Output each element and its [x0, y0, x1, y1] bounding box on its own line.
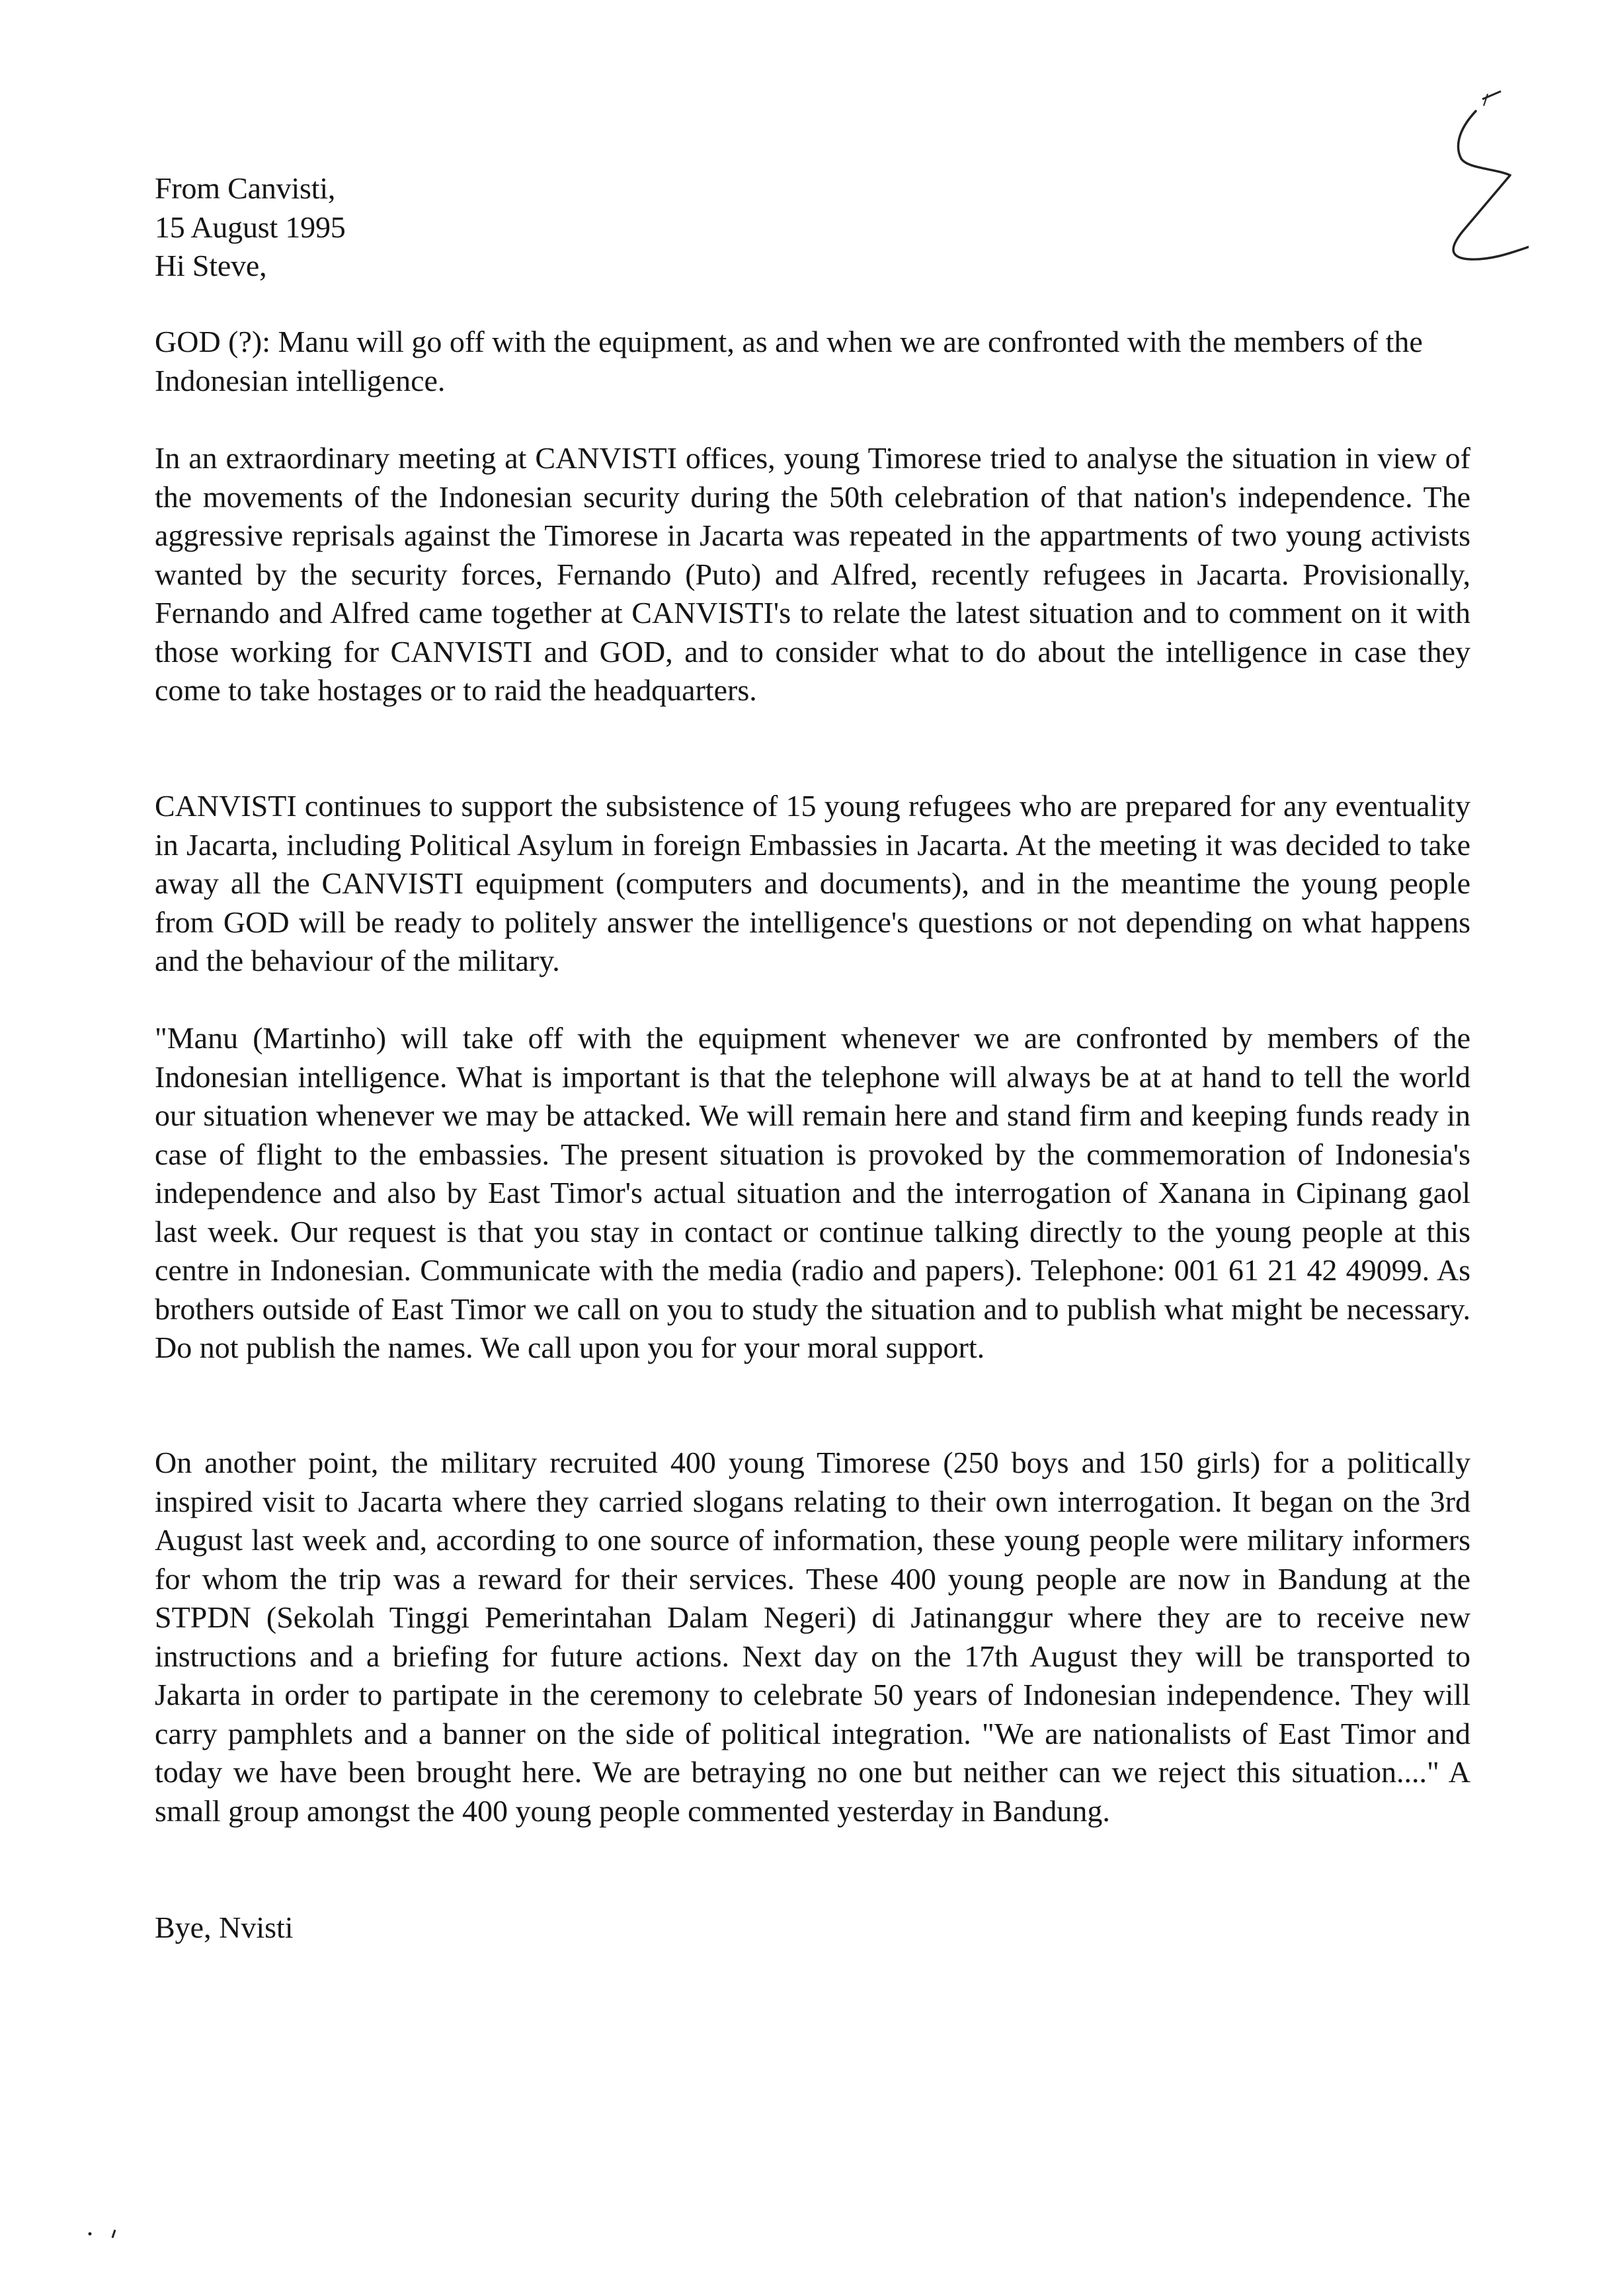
signoff: Bye, Nvisti — [155, 1910, 294, 1944]
handwritten-page-number-icon — [1383, 86, 1529, 284]
greeting-line: Hi Steve, — [155, 249, 267, 282]
from-line: From Canvisti, — [155, 171, 336, 205]
paragraph-4: "Manu (Martinho) will take off with the equipment whenever we are confronted by members of the Indonesian intelligence. What is important is that the telephone will always be at at hand to tell the world our situation whenever we may be attacked. We will remain here and stand firm and keeping funds ready in case of flight to the embassies. The present situation is provoked by the commemoration of Indonesia's independence and also by East Timor's actual situation and the interrogation of Xanana in Cipinang gaol last week. Our request is that you stay in contact or continue talking directly to the young people at this centre in Indonesian. Communicate with the media (radio and papers). Telephone: 001 61 21 42 49099. As brothers outside of East Timor we call on you to study the situation and to publish what might be necessary. Do not publish the names. We call upon you for your moral support. — [155, 1021, 1470, 1364]
paragraph-5: On another point, the military recruited 400 young Timorese (250 boys and 150 girls) for a politically inspired visit to Jacarta where they carried slogans relating to their own interrogation. It began on the 3rd August last week and, according to one source of information, these young people were military informers for whom the trip was a reward for their services. These 400 young people are now in Bandung at the STPDN (Sekolah Tinggi Pemerintahan Dalam Negeri) di Jatinanggur where they are to receive new instructions and a briefing for future actions. Next day on the 17th August they will be transported to Jakarta in order to partipate in the ceremony to celebrate 50 years of Indonesian independence. They will carry pamphlets and a banner on the side of political integration. "We are nationalists of East Timor and today we have been brought here. We are betraying no one but neither can we reject this situation...." A small group amongst the 400 young people commented yesterday in Bandung. — [155, 1446, 1470, 1828]
date-line: 15 August 1995 — [155, 210, 346, 244]
paragraph-3: CANVISTI continues to support the subsistence of 15 young refugees who are prepared for any eventuality in Jacarta, including Political Asylum in foreign Embassies in Jacarta. At the meeting it was decided to take away all the CANVISTI equipment (computers and documents), and in the meantime the young people from GOD will be ready to politely answer the intelligence's questions or not depending on what happens and the behaviour of the military. — [155, 789, 1470, 977]
scan-mark-icon — [86, 2222, 126, 2242]
paragraph-1: GOD (?): Manu will go off with the equipment, as and when we are confronted with the members of the Indonesian intelligence. — [155, 325, 1423, 397]
paragraph-2: In an extraordinary meeting at CANVISTI offices, young Timorese tried to analyse the situation in view of the movements of the Indonesian security during the 50th celebration of that nation's independence. The aggressive reprisals against the Timorese in Jacarta was repeated in the appartments of two young activists wanted by the security forces, Fernando (Puto) and Alfred, recently refugees in Jacarta. Provisionally, Fernando and Alfred came together at CANVISTI's to relate the latest situation and to comment on it with those working for CANVISTI and GOD, and to consider what to do about the intelligence in case they come to take hostages or to raid the headquarters. — [155, 441, 1470, 707]
letter-header — [155, 169, 1470, 286]
